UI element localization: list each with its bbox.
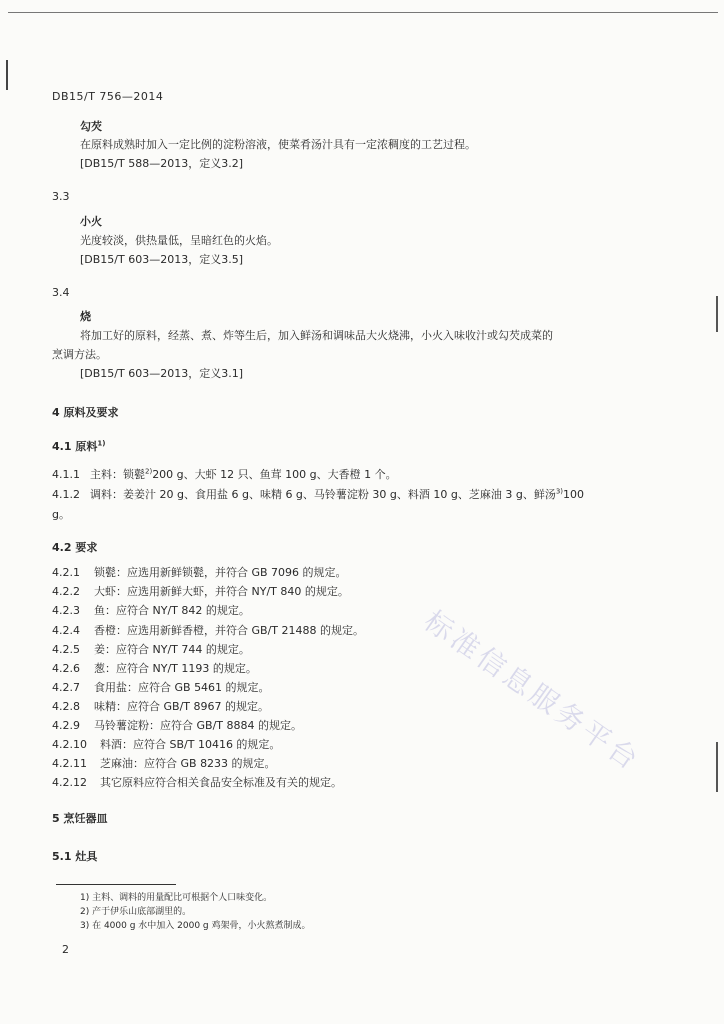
clause-text: 香橙：应选用新鲜香橙，并符合 GB/T 21488 的规定。 <box>94 624 364 637</box>
term-name: 勾芡 <box>80 120 102 133</box>
clause-number: 4.2.9 <box>52 719 80 732</box>
clause-number: 4.2.10 <box>52 738 87 751</box>
term-number: 3.4 <box>52 286 70 299</box>
clause-number: 4.2.4 <box>52 624 80 637</box>
scan-mark <box>716 296 718 332</box>
clause-number: 4.2.6 <box>52 662 80 675</box>
clause-number: 4.2.3 <box>52 604 80 617</box>
clause-text: 其它原料应符合相关食品安全标准及有关的规定。 <box>100 776 342 789</box>
page-number: 2 <box>62 943 69 956</box>
watermark: 标准信息服务平台 <box>418 604 647 778</box>
section-heading: 5 烹饪器皿 <box>52 812 108 825</box>
subsection-heading: 4.2 要求 <box>52 541 98 554</box>
term-name: 烧 <box>80 310 91 323</box>
subsection-heading: 4.1 原料$^{1)}$ <box>52 439 106 453</box>
scan-mark <box>6 60 8 90</box>
clause-number: 4.2.11 <box>52 757 87 770</box>
clause-text: 味精：应符合 GB/T 8967 的规定。 <box>94 700 269 713</box>
term-definition: 光度较淡，供热量低，呈暗红色的火焰。 <box>80 234 278 247</box>
footnote: 3) 在 4000 g 水中加入 2000 g 鸡架骨，小火熬煮制成。 <box>80 921 311 931</box>
clause-text: 芝麻油：应符合 GB 8233 的规定。 <box>100 757 276 770</box>
term-definition: 将加工好的原料，经蒸、煮、炸等生后，加入鲜汤和调味品大火烧沸，小火入味收汁或勾芡成菜的 <box>80 329 553 342</box>
term-source: [DB15/T 588—2013，定义3.2] <box>80 157 244 170</box>
footnote: 2) 产于伊乐山底部湖里的。 <box>80 907 192 917</box>
clause-text: 葱：应符合 NY/T 1193 的规定。 <box>94 662 257 675</box>
term-definition-cont: 烹调方法。 <box>52 348 107 361</box>
clause-text: 调料：姜姜汁 20 g、食用盐 6 g、味精 6 g、马铃薯淀粉 30 g、料酒 10 g、芝麻油 3 g、鲜汤$^{3)}$100 <box>90 487 585 501</box>
term-source: [DB15/T 603—2013，定义3.1] <box>80 367 244 380</box>
clause-text: 料酒：应符合 SB/T 10416 的规定。 <box>100 738 281 751</box>
clause-number: 4.2.2 <box>52 585 80 598</box>
clause-text: 主料：锁甏$^{2)}$200 g、大虾 12 只、鱼茸 100 g、大香橙 1 个。 <box>90 467 397 481</box>
term-definition: 在原料成熟时加入一定比例的淀粉溶液，使菜肴汤汁具有一定浓稠度的工艺过程。 <box>80 138 476 151</box>
clause-text: 食用盐：应符合 GB 5461 的规定。 <box>94 681 270 694</box>
clause-number: 4.2.5 <box>52 643 80 656</box>
term-source: [DB15/T 603—2013，定义3.5] <box>80 253 244 266</box>
clause-text: 大虾：应选用新鲜大虾，并符合 NY/T 840 的规定。 <box>94 585 349 598</box>
clause-number: 4.2.12 <box>52 776 87 789</box>
top-border <box>8 12 718 13</box>
subsection-heading: 5.1 灶具 <box>52 850 98 863</box>
section-heading: 4 原料及要求 <box>52 406 119 419</box>
footnote-rule <box>56 884 176 885</box>
footnote: 1) 主料、调料的用量配比可根据个人口味变化。 <box>80 893 273 903</box>
clause-number: 4.2.1 <box>52 566 80 579</box>
clause-number: 4.2.7 <box>52 681 80 694</box>
term-name: 小火 <box>80 215 102 228</box>
clause-text: 姜：应符合 NY/T 744 的规定。 <box>94 643 250 656</box>
term-number: 3.3 <box>52 190 70 203</box>
clause-number: 4.2.8 <box>52 700 80 713</box>
clause-text: 锁甏：应选用新鲜锁甏，并符合 GB 7096 的规定。 <box>94 566 347 579</box>
scan-mark <box>716 742 718 792</box>
clause-number: 4.1.2 <box>52 488 80 501</box>
clause-text: 鱼：应符合 NY/T 842 的规定。 <box>94 604 250 617</box>
standard-id: DB15/T 756—2014 <box>52 90 164 103</box>
clause-number: 4.1.1 <box>52 468 80 481</box>
clause-text: 马铃薯淀粉：应符合 GB/T 8884 的规定。 <box>94 719 302 732</box>
clause-text-cont: g。 <box>52 508 70 521</box>
